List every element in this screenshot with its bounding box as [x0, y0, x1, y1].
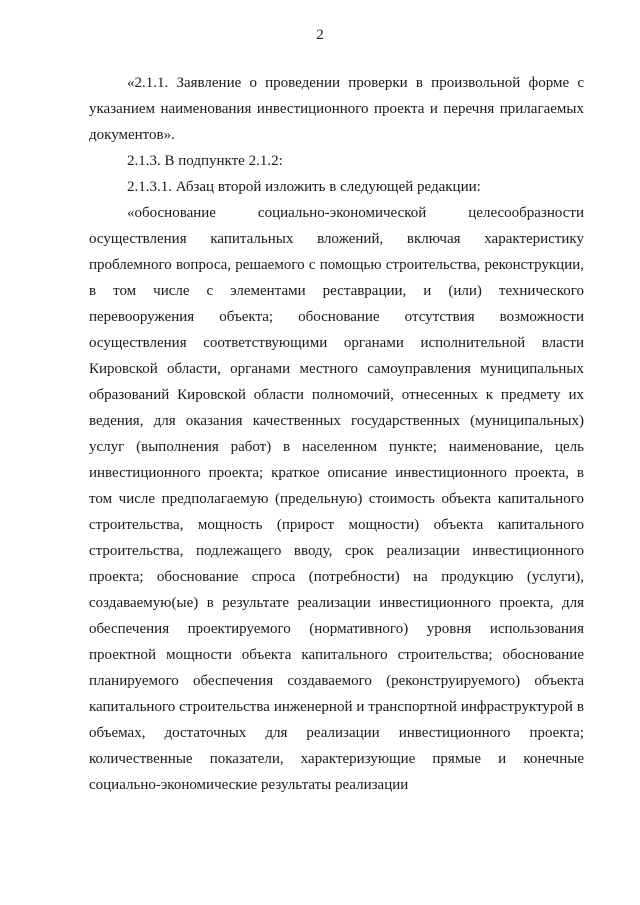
- paragraph-2-1-3: 2.1.3. В подпункте 2.1.2:: [127, 153, 283, 169]
- paragraph-2-1-3-1: 2.1.3.1. Абзац второй изложить в следующей редакции:: [127, 179, 481, 195]
- document-body: [89, 70, 584, 798]
- paragraph-quoted-text: «обоснование социально-экономической целесообразности осуществления капитальных вложений, включая характеристику проблемного вопроса, решаемого с помощью строительства, реконструкции, в том числе с элементами реставрации, и (или) технического перевооружения объекта; обоснование отсутствия возможности осуществления соответствующими органами исполнительной власти Кировской области, органами местного самоуправления муниципальных образований Кировской области полномочий, отнесенных к предмету их ведения, для оказания качественных государственных (муниципальных) услуг (выполнения работ) в населенном пункте; наименование, цель инвестиционного проекта; краткое описание инвестиционного проекта, в том числе предполагаемую (предельную) стоимость объекта капитального строительства, мощность (прирост мощности) объекта капитального строительства, подлежащего вводу, срок реализации инвестиционного проекта; обоснование спроса (потребности) на продукцию (услуги), создаваемую(ые) в результате реализации инвестиционного проекта, для обеспечения проектируемого (нормативного) уровня использования проектной мощности объекта капитального строительства; обоснование планируемого обеспечения создаваемого (реконструируемого) объекта капитального строительства инженерной и транспортной инфраструктурой в объемах, достаточных для реализации инвестиционного проекта; количественные показатели, характеризующие прямые и конечные социально-экономические результаты реализации: [89, 205, 584, 793]
- paragraph-2-1-1: «2.1.1. Заявление о проведении проверки в произвольной форме с указанием наименования инвестиционного проекта и перечня прилагаемых документов».: [89, 75, 584, 143]
- page-number: 2: [316, 27, 324, 43]
